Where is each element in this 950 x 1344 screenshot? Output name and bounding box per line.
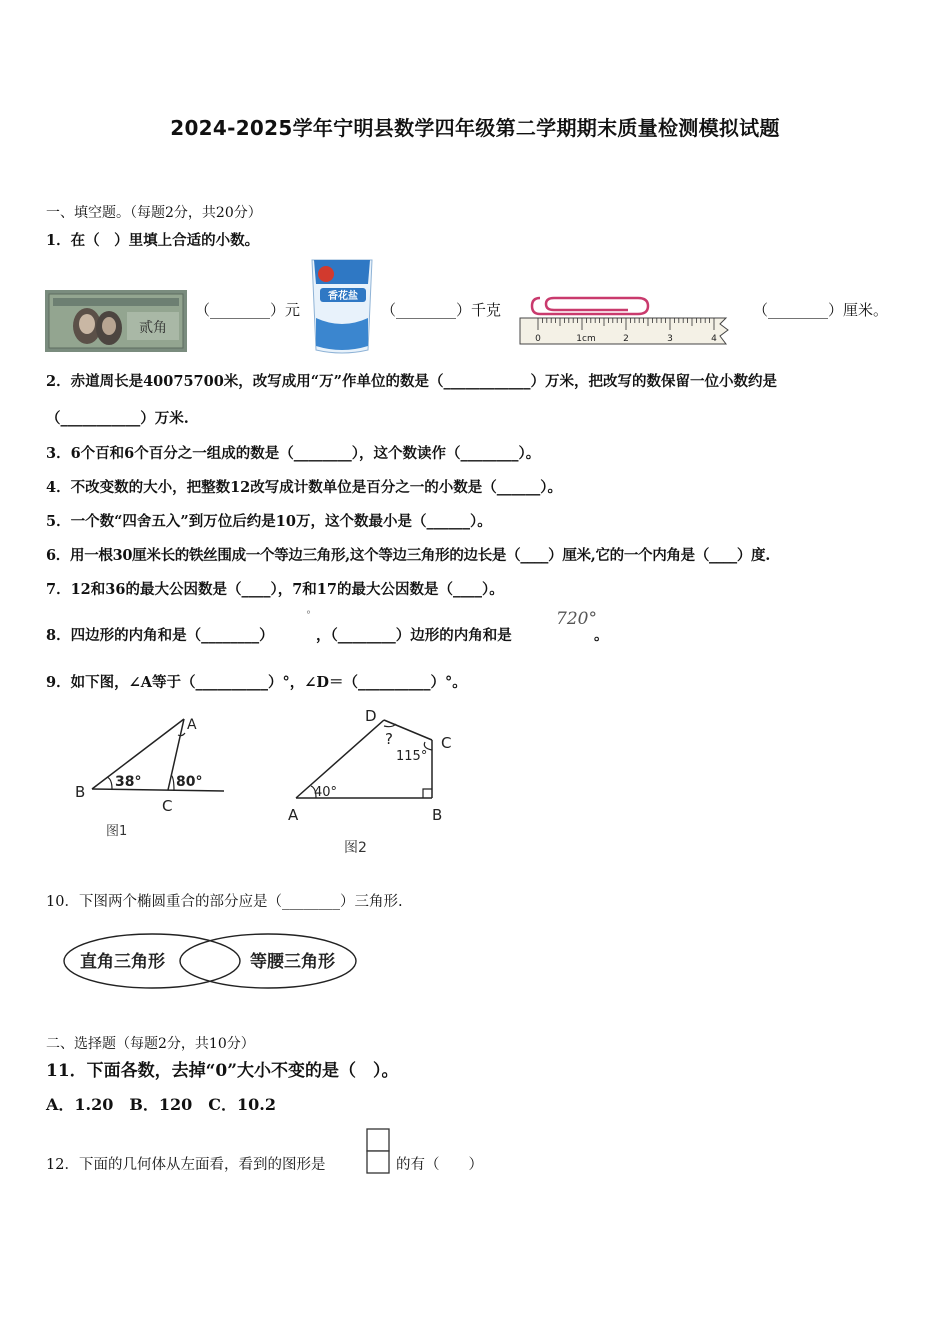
ruler-tick-0: 0	[535, 334, 541, 344]
angle-720: 720°	[556, 609, 597, 629]
question-7: 7．12和36的最大公因数是（____），7和17的最大公因数是（____）。	[46, 581, 504, 598]
question-10: 10．下图两个椭圆重合的部分应是（________）三角形.	[46, 894, 403, 910]
blank-yuan: （________）元	[195, 301, 301, 319]
question-2-line1: 2．赤道周长是40075700米，改写成用“万”作单位的数是（____________）万米，把改写的数保留一位小数约是	[46, 373, 777, 390]
question-12-part2: 的有（ ）	[396, 1157, 483, 1173]
question-3: 3．6个百和6个百分之一组成的数是（________），这个数读作（________）。	[46, 445, 541, 462]
blank-kilogram: （________）千克	[381, 301, 502, 319]
fig2-caption: 图2	[344, 840, 367, 856]
ruler-tick-3: 3	[667, 334, 673, 344]
question-1: 1．在（ ）里填上合适的小数。	[46, 232, 260, 249]
question-2-line2: （___________）万米.	[46, 410, 189, 427]
section2-heading: 二、选择题（每题2分，共10分）	[46, 1036, 255, 1052]
salt-brand-text: 香花盐	[328, 291, 358, 302]
question-11-options: A．1.20 B．120 C．10.2	[46, 1095, 277, 1114]
question-11: 11．下面各数，去掉“0”大小不变的是（ ）。	[46, 1061, 399, 1081]
fig1-label-b: B	[75, 783, 86, 801]
fig2-angle-c: 115°	[396, 749, 428, 764]
question-12-part1: 12．下面的几何体从左面看，看到的图形是	[46, 1157, 326, 1173]
fig2-angle-a: 40°	[314, 785, 338, 800]
fig1-angle-b: 38°	[115, 774, 142, 790]
fig2-label-c: C	[441, 734, 452, 752]
question-8-part2: ，（________）边形的内角和是	[316, 627, 512, 644]
money-note-image	[45, 290, 187, 352]
question-8-end: 。	[594, 627, 609, 644]
question-5: 5．一个数“四舍五入”到万位后约是10万，这个数最小是（______）。	[46, 513, 492, 530]
question-8-part1: 8．四边形的内角和是（________）	[46, 627, 274, 644]
figure-2	[282, 702, 462, 860]
fig1-label-a: A	[187, 717, 197, 733]
fig1-caption: 图1	[106, 824, 128, 839]
fig2-question-mark: ?	[385, 730, 393, 748]
fig2-label-b: B	[432, 806, 443, 824]
question-9: 9．如下图，∠A等于（__________）°，∠D＝（__________）°。	[46, 674, 467, 691]
section1-heading: 一、填空题。（每题2分，共20分）	[46, 205, 262, 221]
question-4: 4．不改变数的大小，把整数12改写成计数单位是百分之一的小数是（______）。	[46, 479, 563, 496]
fig2-label-d: D	[365, 707, 377, 725]
ruler-tick-2: 2	[623, 334, 629, 344]
degree-mark: °	[306, 610, 311, 621]
salt-bag-image	[306, 258, 378, 354]
stacked-squares-figure	[366, 1128, 390, 1174]
ellipse-right-label: 等腰三角形	[250, 952, 335, 972]
money-note-text: 贰角	[139, 320, 167, 336]
ellipse-diagram	[60, 930, 360, 992]
ellipse-left-label: 直角三角形	[80, 952, 165, 972]
question-6: 6．用一根30厘米长的铁丝围成一个等边三角形,这个等边三角形的边长是（____）厘米,它的一个内角是（____）度.	[46, 547, 771, 564]
figure-1	[70, 705, 230, 845]
fig2-label-a: A	[288, 806, 299, 824]
fig1-label-c: C	[162, 797, 173, 815]
ruler-tick-4: 4	[711, 334, 717, 344]
fig1-angle-c: 80°	[176, 774, 203, 790]
ruler-image	[518, 288, 738, 350]
blank-centimeter: （________）厘米。	[753, 301, 889, 319]
ruler-tick-1: 1cm	[576, 334, 596, 344]
page-title: 2024-2025学年宁明县数学四年级第二学期期末质量检测模拟试题	[170, 116, 780, 140]
